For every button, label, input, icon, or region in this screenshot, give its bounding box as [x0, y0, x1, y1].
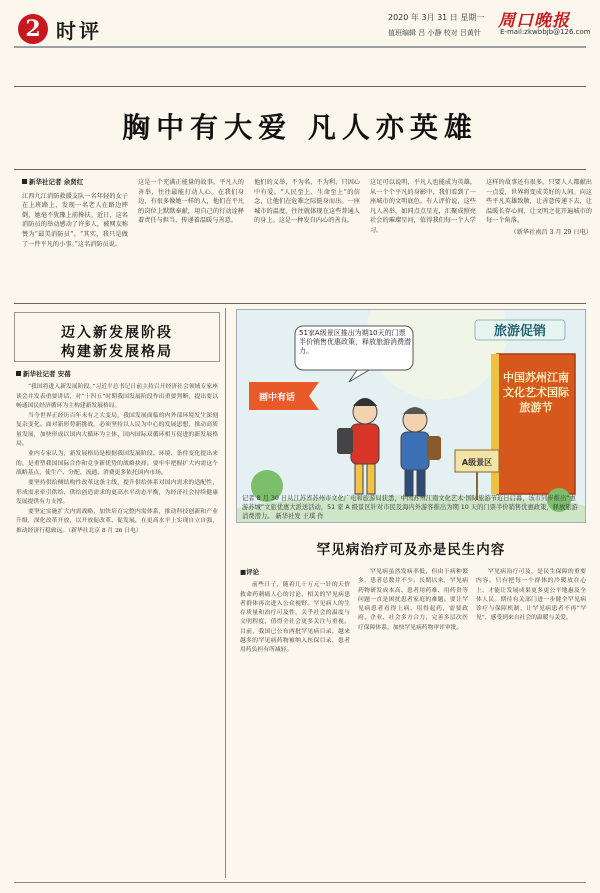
- headline-box: [14, 86, 586, 170]
- right-article-title: 罕见病治疗可及亦是民生内容: [316, 542, 506, 558]
- scenic-sign: A级景区: [461, 458, 493, 467]
- cartoon-illustration: [236, 309, 586, 523]
- speech-bubble-text: 51家A级景区推出为期10天的门票半价销售优惠政策，释放旅游消费潜力。: [299, 329, 411, 355]
- commentary-column-2: [138, 178, 244, 296]
- square-bullet-icon: [16, 371, 21, 376]
- cartoon-svg: [237, 310, 586, 523]
- right-article-column-1: [240, 568, 350, 873]
- commentary-text: 他们的义举，不为名，不为利，只因心中有爱。“人民至上、生命至上”的信念，让他们在危难之际挺身而出。一座城市的温度，往往就体现在这些普通人的身上。这是一种发自内心的善良。: [254, 179, 360, 225]
- commentary-column-3: [254, 178, 360, 296]
- editor-credits: 值班编辑 吕 小静 校对 吕黄针: [388, 29, 481, 37]
- section-title: 时评: [56, 19, 102, 43]
- left-article-title-line-1: 迈入新发展阶段: [61, 325, 173, 341]
- square-bullet-icon: [22, 179, 27, 184]
- paragraph: 要坚定实施扩大内需战略，加快培育完整内需体系，推动科技创新和产业升级，深化改革开放，以开放促改革、促发展，在更高水平上实现自立自强，推动经济行稳致远。（新华社北京 8 月 26 日电）: [16, 509, 218, 534]
- paragraph: 前些日子，随着几十万元一针的天价救命药刺痛人心的讨论，相关的罕见病患者群体再次进入公众视野。罕见病人的生存质量和治疗可及性，关乎社会的温度与文明程度，值得全社会更多关注与重视。目前，我国已公布两批罕见病目录，越来越多的罕见病药物被纳入医保目录，患者用药负担有所减轻。: [240, 582, 350, 654]
- section-divider: [14, 303, 586, 304]
- right-article-byline: ■评论: [240, 568, 260, 576]
- paragraph: 要坚持供给侧结构性改革这条主线，提升供给体系对国内需求的适配性，形成需求牵引供给、供给创造需求的更高水平动态平衡，为经济社会持续健康发展提供有力支撑。: [16, 480, 218, 505]
- photo-badge: 旅游促销: [493, 324, 547, 339]
- commentary-text: 这足可以说明，平凡人也能成为英雄。从一个个平凡的身影中，我们看到了一座城市的文明底色。有人评价说，这些凡人善举，如同点点星光，汇聚成照亮社会的璀璨星河，值得我们每一个人学习。: [370, 179, 476, 234]
- right-article-column-2: [358, 568, 468, 873]
- paragraph: 业内专家认为，新发展格局是根据我国发展阶段、环境、条件变化提出来的，是重塑我国国际合作和竞争新优势的战略抉择。要牢牢把握扩大内需这个战略基点，使生产、分配、流通、消费更多依托国内市场。: [16, 451, 218, 476]
- newspaper-logo: 周口晚报: [498, 11, 570, 31]
- commentary-column-5: [486, 178, 592, 296]
- paragraph: “我国将进入新发展阶段。”习近平总书记日前主持召开经济社会领域专家座谈会并发表重要讲话，对“十四五”时期我国发展阶段作出重要判断，提出要以畅通国民经济循环为主构建新发展格局。: [16, 384, 218, 409]
- commentary-text: 这样的故事还有很多。只要人人都献出一点爱，世界将变成美好的人间。向这些平凡英雄致敬，让善意传递下去，让温暖长存心间，让文明之花开遍城市的每一个角落。: [486, 179, 592, 225]
- main-headline: 胸中有大爱 凡人亦英雄: [122, 111, 478, 144]
- contact-email: E-mail:zkwbbjb@126.com: [500, 28, 591, 36]
- commentary-column-4: [370, 178, 476, 296]
- column-divider: [225, 308, 226, 878]
- left-article-title-line-2: 构建新发展格局: [61, 344, 173, 360]
- issue-date: 2020 年 3月 31 日 星期一: [388, 13, 485, 22]
- book-title: 中国苏州江南文化艺术国际旅游节: [503, 371, 569, 414]
- paragraph: 当今世界正经历百年未有之大变局，我国发展面临的内外部环境发生深刻复杂变化。面对新形势新挑战，必须坚持以人民为中心的发展思想，推动高质量发展，加快形成以国内大循环为主体、国内国际双循环相互促进的新发展格局。: [16, 413, 218, 448]
- commentary-article: [22, 178, 592, 296]
- commentary-text: 这是一个充满正能量的故事。平凡人的善举，往往最能打动人心。在我们身边，有很多像她一样的人，他们在平凡的岗位上默默奉献，用自己的行动诠释着责任与担当，传递着温暖与善意。: [138, 179, 244, 225]
- commentary-byline: [22, 178, 128, 188]
- commentary-column-1: [22, 178, 128, 296]
- paragraph: 罕见病治疗可及，是民生保障的重要内容。只有把每一个群体的冷暖放在心上，才能让发展成果更多更公平地惠及全体人民。期待有关部门进一步健全罕见病诊疗与保障机制，让罕见病患者不再“罕见”，感受到来自社会的温暖与关爱。: [476, 569, 586, 622]
- photo-caption: 记者 8 月 30 日从江苏省苏州市文化广电和旅游局获悉，中国苏州江南文化艺术·国际旅游节近日启幕，该市同步推出“惠游苏城”文旅优惠大派送活动，51 家 A 级景区针对市民及海内外游客推出为期 10 天的门票半价销售优惠政策，释放旅游消费潜力。 新华社发 王琪 作: [242, 495, 578, 520]
- right-article-column-3: [476, 568, 586, 873]
- byline-text: 新华社记者 安蓓: [23, 370, 71, 378]
- page-number-badge: 2: [18, 14, 48, 44]
- commentary-source: （新华社南昌 3 月 29 日电）: [510, 228, 592, 236]
- paragraph: 罕见病虽然发病率低，但由于病种繁多，患者总数并不少。长期以来，罕见病药物研发成本高、患者用药难、用药贵等问题一直是困扰患者家庭的难题。要让罕见病患者看得上病、用得起药，需要政府、企业、社会多方合力，完善多层次医疗保障体系，加快罕见病药物审评审批。: [358, 569, 468, 631]
- masthead: [0, 0, 600, 72]
- ribbon-label: 画中有话: [258, 393, 296, 403]
- left-article-body: [16, 370, 218, 870]
- left-article-headline-box: [14, 312, 220, 362]
- right-article-body: [240, 568, 586, 878]
- commentary-text: 江西九江消防救援支队一名年轻的女子在上班路上，发现一名老人在路边摔倒，她毫不犹豫上前搀扶。近日，这名消防员的举动感动了许多人，被网友称赞为“最美消防员”。“其实，我只是做了一件平凡的小事。”这名消防员说。: [22, 192, 128, 248]
- masthead-divider: [14, 46, 586, 48]
- byline-text: 新华社记者 余贤红: [29, 178, 84, 186]
- page-bottom-rule: [14, 882, 586, 883]
- left-article-byline: [16, 370, 218, 379]
